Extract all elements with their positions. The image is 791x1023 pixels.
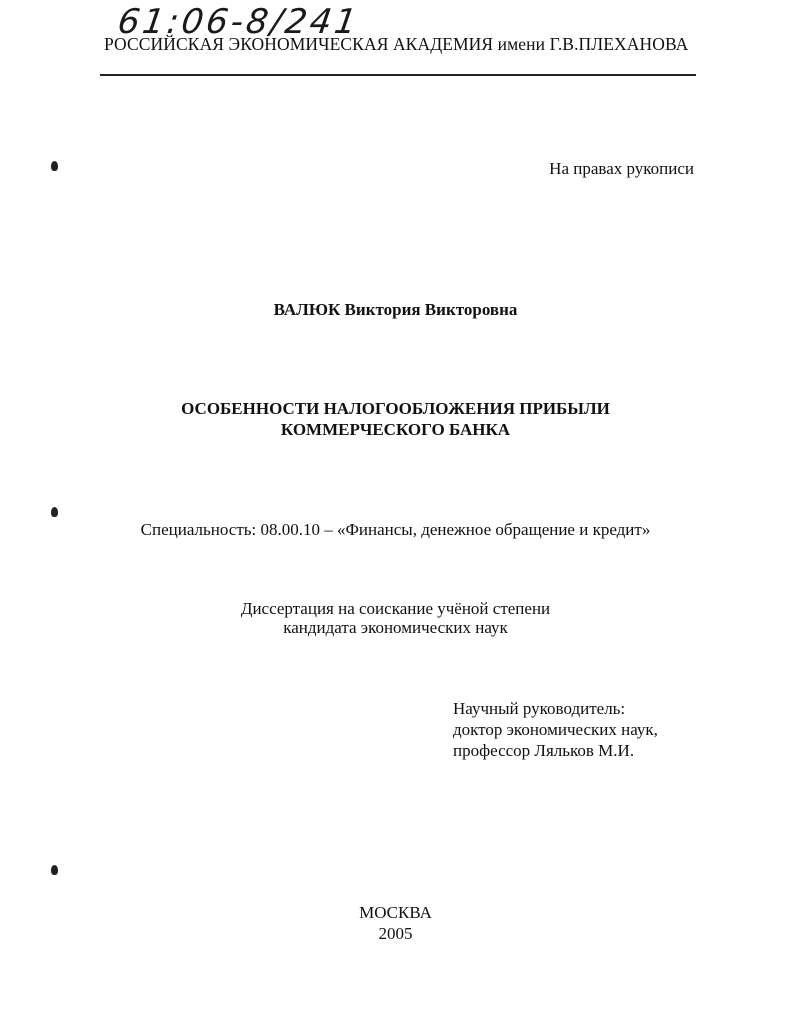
binding-hole-mark bbox=[51, 865, 58, 875]
handwritten-catalog-number: 61:06-8/241 bbox=[115, 2, 363, 42]
city: МОСКВА bbox=[359, 903, 432, 922]
rights-note: На правах рукописи bbox=[549, 159, 694, 178]
degree-statement bbox=[0, 599, 791, 637]
year: 2005 bbox=[378, 924, 413, 943]
place-and-year bbox=[0, 902, 791, 944]
title-line: ОСОБЕННОСТИ НАЛОГООБЛОЖЕНИЯ ПРИБЫЛИ bbox=[181, 399, 610, 418]
dissertation-title bbox=[0, 398, 791, 440]
specialty-line: Специальность: 08.00.10 – «Финансы, денежное обращение и кредит» bbox=[140, 520, 651, 539]
supervisor-line: профессор Ляльков М.И. bbox=[453, 741, 635, 760]
binding-hole-mark bbox=[51, 161, 58, 171]
supervisor-line: доктор экономических наук, bbox=[453, 720, 658, 739]
degree-line: кандидата экономических наук bbox=[283, 618, 508, 637]
binding-hole-mark bbox=[51, 507, 58, 517]
header-divider bbox=[100, 74, 696, 76]
supervisor-line: Научный руководитель: bbox=[453, 699, 626, 718]
degree-line: Диссертация на соискание учёной степени bbox=[240, 599, 551, 618]
title-line: КОММЕРЧЕСКОГО БАНКА bbox=[280, 420, 511, 439]
institution-header: РОССИЙСКАЯ ЭКОНОМИЧЕСКАЯ АКАДЕМИЯ имени Г.В.ПЛЕХАНОВА bbox=[104, 34, 689, 54]
supervisor-block bbox=[453, 698, 658, 761]
author-name: ВАЛЮК Виктория Викторовна bbox=[273, 300, 518, 319]
